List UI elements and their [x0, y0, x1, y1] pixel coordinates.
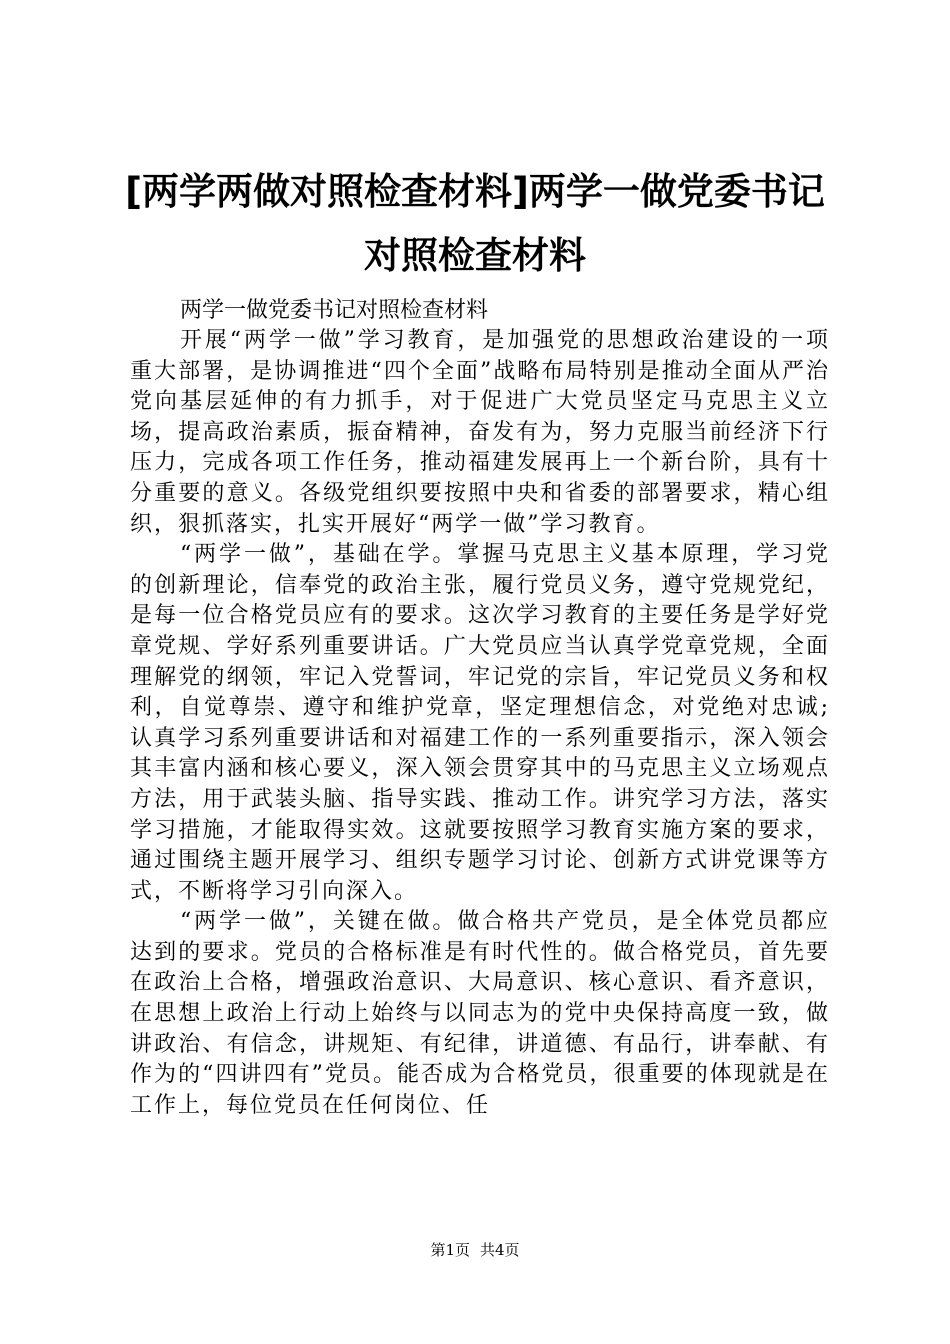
- paragraph: “两学一做”，关键在做。做合格共产党员，是全体党员都应达到的要求。党员的合格标准是有时代性的。做合格党员，首先要在政治上合格，增强政治意识、大局意识、核心意识、看齐意识，在思想上政治上行动上始终与以同志为的党中央保持高度一致，做讲政治、有信念，讲规矩、有纪律，讲道德、有品行，讲奉献、有作为的“四讲四有”党员。能否成为合格党员，很重要的体现就是在工作上，每位党员在任何岗位、任: [130, 909, 830, 1118]
- document-title: [两学两做对照检查材料]两学一做党委书记对照检查材料: [125, 170, 825, 277]
- paragraph: “两学一做”，基础在学。掌握马克思主义基本原理，学习党的创新理论，信奉党的政治主张，履行党员义务，遵守党规党纪，是每一位合格党员应有的要求。这次学习教育的主要任务是学好党章党规、学好系列重要讲话。广大党员应当认真学党章党规，全面理解党的纲领，牢记入党誓词，牢记党的宗旨，牢记党员义务和权利，自觉尊崇、遵守和维护党章，坚定理想信念，对党绝对忠诚;认真学习系列重要讲话和对福建工作的一系列重要指示，深入领会其丰富内涵和核心要义，深入领会贯穿其中的马克思主义立场观点方法，用于武装头脑、指导实践、推动工作。讲究学习方法，落实学习措施，才能取得实效。这就要按照学习教育实施方案的要求，通过围绕主题开展学习、组织专题学习讨论、创新方式讲党课等方式，不断将学习引向深入。: [130, 542, 830, 904]
- paragraph: 开展“两学一做”学习教育，是加强党的思想政治建设的一项重大部署，是协调推进“四个全面”战略布局特别是推动全面从严治党向基层延伸的有力抓手，对于促进广大党员坚定马克思主义立场，提高政治素质，振奋精神，奋发有为，努力克服当前经济下行压力，完成各项工作任务，推动福建发展再上一个新台阶，具有十分重要的意义。各级党组织要按照中央和省委的部署要求，精心组织，狠抓落实，扎实开展好“两学一做”学习教育。: [130, 328, 830, 537]
- page-footer: [0, 1240, 950, 1260]
- document-subtitle: 两学一做党委书记对照检查材料: [180, 298, 489, 323]
- document-body: [130, 326, 830, 1121]
- page-number: 第1页: [430, 1241, 470, 1259]
- page-total: 共4页: [480, 1241, 520, 1259]
